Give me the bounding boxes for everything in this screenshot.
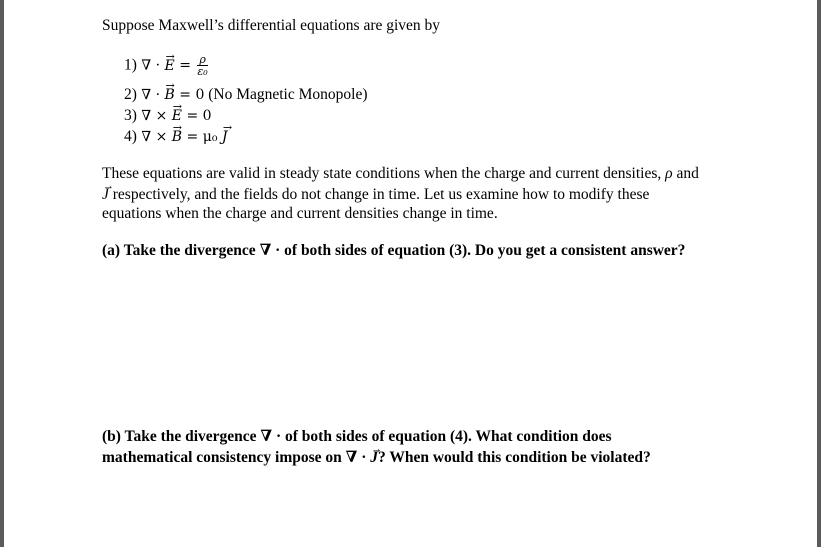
field-symbol: → B [165, 85, 175, 105]
fraction-numerator: ρ [199, 53, 206, 66]
paragraph-line-1 [102, 164, 699, 184]
field-symbol: → E [172, 106, 182, 126]
question-b-text: mathematical consistency impose on ∇ · [102, 449, 371, 466]
current-density-symbol: → J [370, 448, 378, 468]
paragraph-text: These equations are valid in steady state conditions when the charge and current densities, [102, 165, 666, 182]
rhs-field-symbol: → J [222, 127, 228, 147]
paragraph-text: respectively, and the fields do not change in time. Let us examine how to modify these [108, 186, 650, 203]
question-a: (a) Take the divergence ∇ · of both sides of equation (3). Do you get a consistent answer? [102, 242, 686, 259]
operator: ∇ × [141, 108, 168, 124]
field-symbol: → E [165, 56, 175, 76]
rho-symbol: ρ [665, 165, 673, 182]
equation-3 [124, 106, 212, 126]
fraction [197, 54, 207, 77]
current-density-symbol: → J [102, 185, 109, 205]
operator: ∇ × [141, 129, 168, 145]
equation-2 [124, 85, 368, 105]
intro-text: Suppose Maxwell’s differential equations are given by [102, 17, 441, 34]
fraction-denominator: ε₀ [197, 65, 208, 78]
field-symbol: → B [172, 127, 182, 147]
question-b-line-1: (b) Take the divergence ∇ · of both sides of equation (4). What condition does [102, 428, 612, 445]
equation-note: (No Magnetic Monopole) [204, 86, 368, 103]
equals-sign: = [179, 57, 191, 74]
operator: ∇ · [141, 57, 161, 74]
equals-sign: = 0 [179, 87, 205, 103]
equation-number: 1) [124, 56, 137, 74]
equation-1 [124, 54, 208, 77]
operator: ∇ · [141, 87, 161, 103]
equation-number: 4) [124, 128, 137, 145]
equation-4 [124, 127, 228, 147]
equals-sign: = μ₀ [186, 129, 218, 145]
paragraph-line-2 [102, 185, 649, 205]
equation-number: 3) [124, 107, 137, 124]
equals-sign: = 0 [186, 108, 212, 124]
paragraph-text-end: and [672, 165, 699, 182]
question-b-line-2 [102, 448, 651, 468]
equation-number: 2) [124, 86, 137, 103]
paragraph-line-3: equations when the charge and current densities change in time. [102, 205, 498, 222]
question-b-text-end: ? When would this condition be violated? [378, 449, 651, 466]
